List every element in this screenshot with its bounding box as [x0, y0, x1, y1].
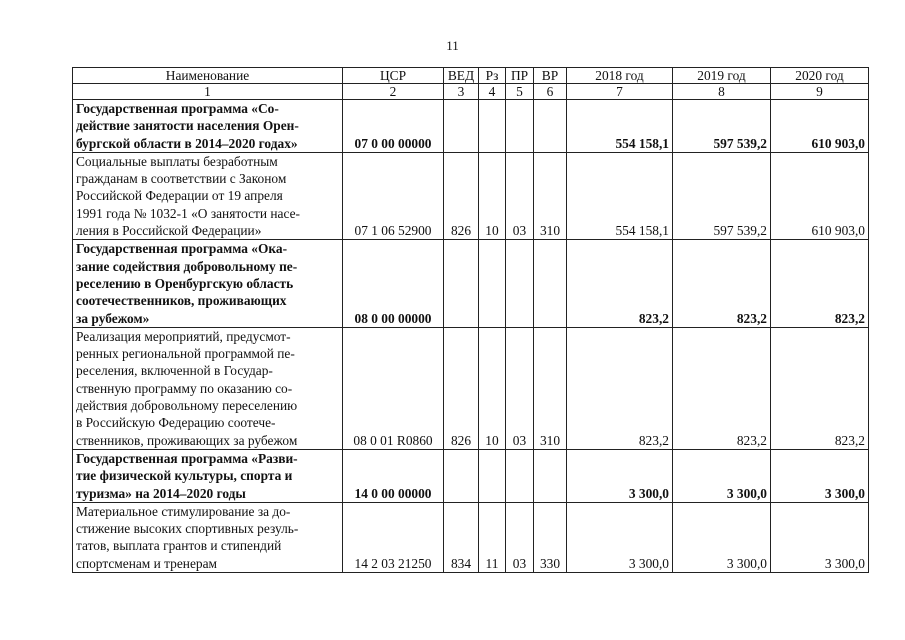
- item-row: [73, 152, 869, 239]
- row-name-line: туризма» на 2014–2020 годы: [76, 485, 246, 501]
- row-name-line: в Российскую Федерацию соотече-: [76, 415, 276, 431]
- row-name-line: реселения, включенной в Государ-: [76, 363, 273, 379]
- row-ved: [444, 100, 479, 153]
- program-row: [73, 100, 869, 153]
- row-amount-2019: 597 539,2: [673, 100, 771, 153]
- row-rz: [479, 240, 506, 327]
- row-name-line: Государственная программа «Со-: [76, 101, 279, 116]
- row-rz: [479, 449, 506, 502]
- page-number: 11: [446, 38, 459, 53]
- row-vr: [534, 240, 567, 327]
- col-number: 2: [343, 84, 444, 100]
- col-header-2019: 2019 год: [673, 68, 771, 84]
- budget-table: [72, 67, 869, 573]
- row-pr: [506, 240, 534, 327]
- row-name: [73, 152, 343, 239]
- row-ved: 834: [444, 502, 479, 572]
- row-amount-2018: 554 158,1: [567, 152, 673, 239]
- row-vr: [534, 100, 567, 153]
- item-row: [73, 327, 869, 449]
- row-name-line: зание содействия добровольному пе-: [76, 258, 298, 274]
- row-rz: [479, 100, 506, 153]
- col-header-pr: ПР: [506, 68, 534, 84]
- col-header-csr: ЦСР: [343, 68, 444, 84]
- row-name-line: соотечественников, проживающих: [76, 293, 287, 309]
- row-vr: 310: [534, 327, 567, 449]
- row-name-line: действие занятости населения Орен-: [76, 118, 299, 134]
- row-name: [73, 100, 343, 153]
- row-rz: 11: [479, 502, 506, 572]
- row-ved: [444, 240, 479, 327]
- col-header-2020: 2020 год: [771, 68, 869, 84]
- row-amount-2020: 3 300,0: [771, 502, 869, 572]
- row-csr: 07 0 00 00000: [343, 100, 444, 153]
- row-name-line: за рубежом»: [76, 310, 150, 326]
- row-pr: [506, 100, 534, 153]
- row-name-line: реселению в Оренбургскую область: [76, 275, 294, 291]
- row-amount-2019: 3 300,0: [673, 449, 771, 502]
- row-amount-2020: 823,2: [771, 240, 869, 327]
- row-name: [73, 449, 343, 502]
- table-body: [73, 100, 869, 573]
- row-name-line: ственную программу по оказанию со-: [76, 380, 293, 396]
- row-name-line: татов, выплата грантов и стипендий: [76, 538, 282, 554]
- row-amount-2019: 823,2: [673, 327, 771, 449]
- row-name: [73, 327, 343, 449]
- row-name: [73, 240, 343, 327]
- row-csr: 14 0 00 00000: [343, 449, 444, 502]
- row-name-line: спортсменам и тренерам: [76, 555, 218, 571]
- row-name-line: бургской области в 2014–2020 годах»: [76, 135, 298, 151]
- col-number: 8: [673, 84, 771, 100]
- row-name-line: Государственная программа «Ока-: [76, 241, 288, 257]
- row-name-line: Государственная программа «Разви-: [76, 450, 298, 466]
- row-amount-2020: 610 903,0: [771, 152, 869, 239]
- col-number: 4: [479, 84, 506, 100]
- row-vr: [534, 449, 567, 502]
- row-csr: 07 1 06 52900: [343, 152, 444, 239]
- row-amount-2018: 554 158,1: [567, 100, 673, 153]
- item-row: [73, 502, 869, 572]
- row-ved: [444, 449, 479, 502]
- row-amount-2019: 3 300,0: [673, 502, 771, 572]
- col-header-ved: ВЕД: [444, 68, 479, 84]
- row-vr: 330: [534, 502, 567, 572]
- col-number: 9: [771, 84, 869, 100]
- row-amount-2020: 610 903,0: [771, 100, 869, 153]
- row-pr: 03: [506, 502, 534, 572]
- row-pr: [506, 449, 534, 502]
- row-name-line: Реализация мероприятий, предусмот-: [76, 328, 291, 344]
- col-header-rz: Рз: [479, 68, 506, 84]
- row-ved: 826: [444, 327, 479, 449]
- row-amount-2018: 823,2: [567, 327, 673, 449]
- row-csr: 14 2 03 21250: [343, 502, 444, 572]
- row-amount-2019: 823,2: [673, 240, 771, 327]
- col-number: 6: [534, 84, 567, 100]
- col-number: 3: [444, 84, 479, 100]
- row-csr: 08 0 00 00000: [343, 240, 444, 327]
- row-amount-2020: 823,2: [771, 327, 869, 449]
- row-rz: 10: [479, 327, 506, 449]
- header-row: [73, 68, 869, 84]
- program-row: [73, 240, 869, 327]
- col-header-name: Наименование: [73, 68, 343, 84]
- row-amount-2018: 823,2: [567, 240, 673, 327]
- row-name: [73, 502, 343, 572]
- row-name-line: гражданам в соответствии с Законом: [76, 171, 287, 187]
- row-name-line: тие физической культуры, спорта и: [76, 468, 293, 484]
- row-amount-2020: 3 300,0: [771, 449, 869, 502]
- row-name-line: ренных региональной программой пе-: [76, 346, 295, 362]
- row-name-line: стижение высоких спортивных резуль-: [76, 521, 299, 537]
- row-name-line: 1991 года № 1032-1 «О занятости насе-: [76, 205, 301, 221]
- row-name-line: Российской Федерации от 19 апреля: [76, 188, 283, 204]
- col-header-2018: 2018 год: [567, 68, 673, 84]
- row-amount-2019: 597 539,2: [673, 152, 771, 239]
- row-csr: 08 0 01 R0860: [343, 327, 444, 449]
- row-pr: 03: [506, 152, 534, 239]
- col-header-vr: ВР: [534, 68, 567, 84]
- col-number: 5: [506, 84, 534, 100]
- row-vr: 310: [534, 152, 567, 239]
- program-row: [73, 449, 869, 502]
- row-name-line: ления в Российской Федерации»: [76, 223, 262, 239]
- row-ved: 826: [444, 152, 479, 239]
- row-name-line: действия добровольному переселению: [76, 398, 298, 414]
- column-number-row: [73, 84, 869, 100]
- row-amount-2018: 3 300,0: [567, 449, 673, 502]
- row-rz: 10: [479, 152, 506, 239]
- row-amount-2018: 3 300,0: [567, 502, 673, 572]
- row-name-line: Материальное стимулирование за до-: [76, 503, 291, 519]
- col-number: 7: [567, 84, 673, 100]
- row-name-line: Социальные выплаты безработным: [76, 153, 278, 169]
- row-name-line: ственников, проживающих за рубежом: [76, 432, 298, 448]
- col-number: 1: [73, 84, 343, 100]
- row-pr: 03: [506, 327, 534, 449]
